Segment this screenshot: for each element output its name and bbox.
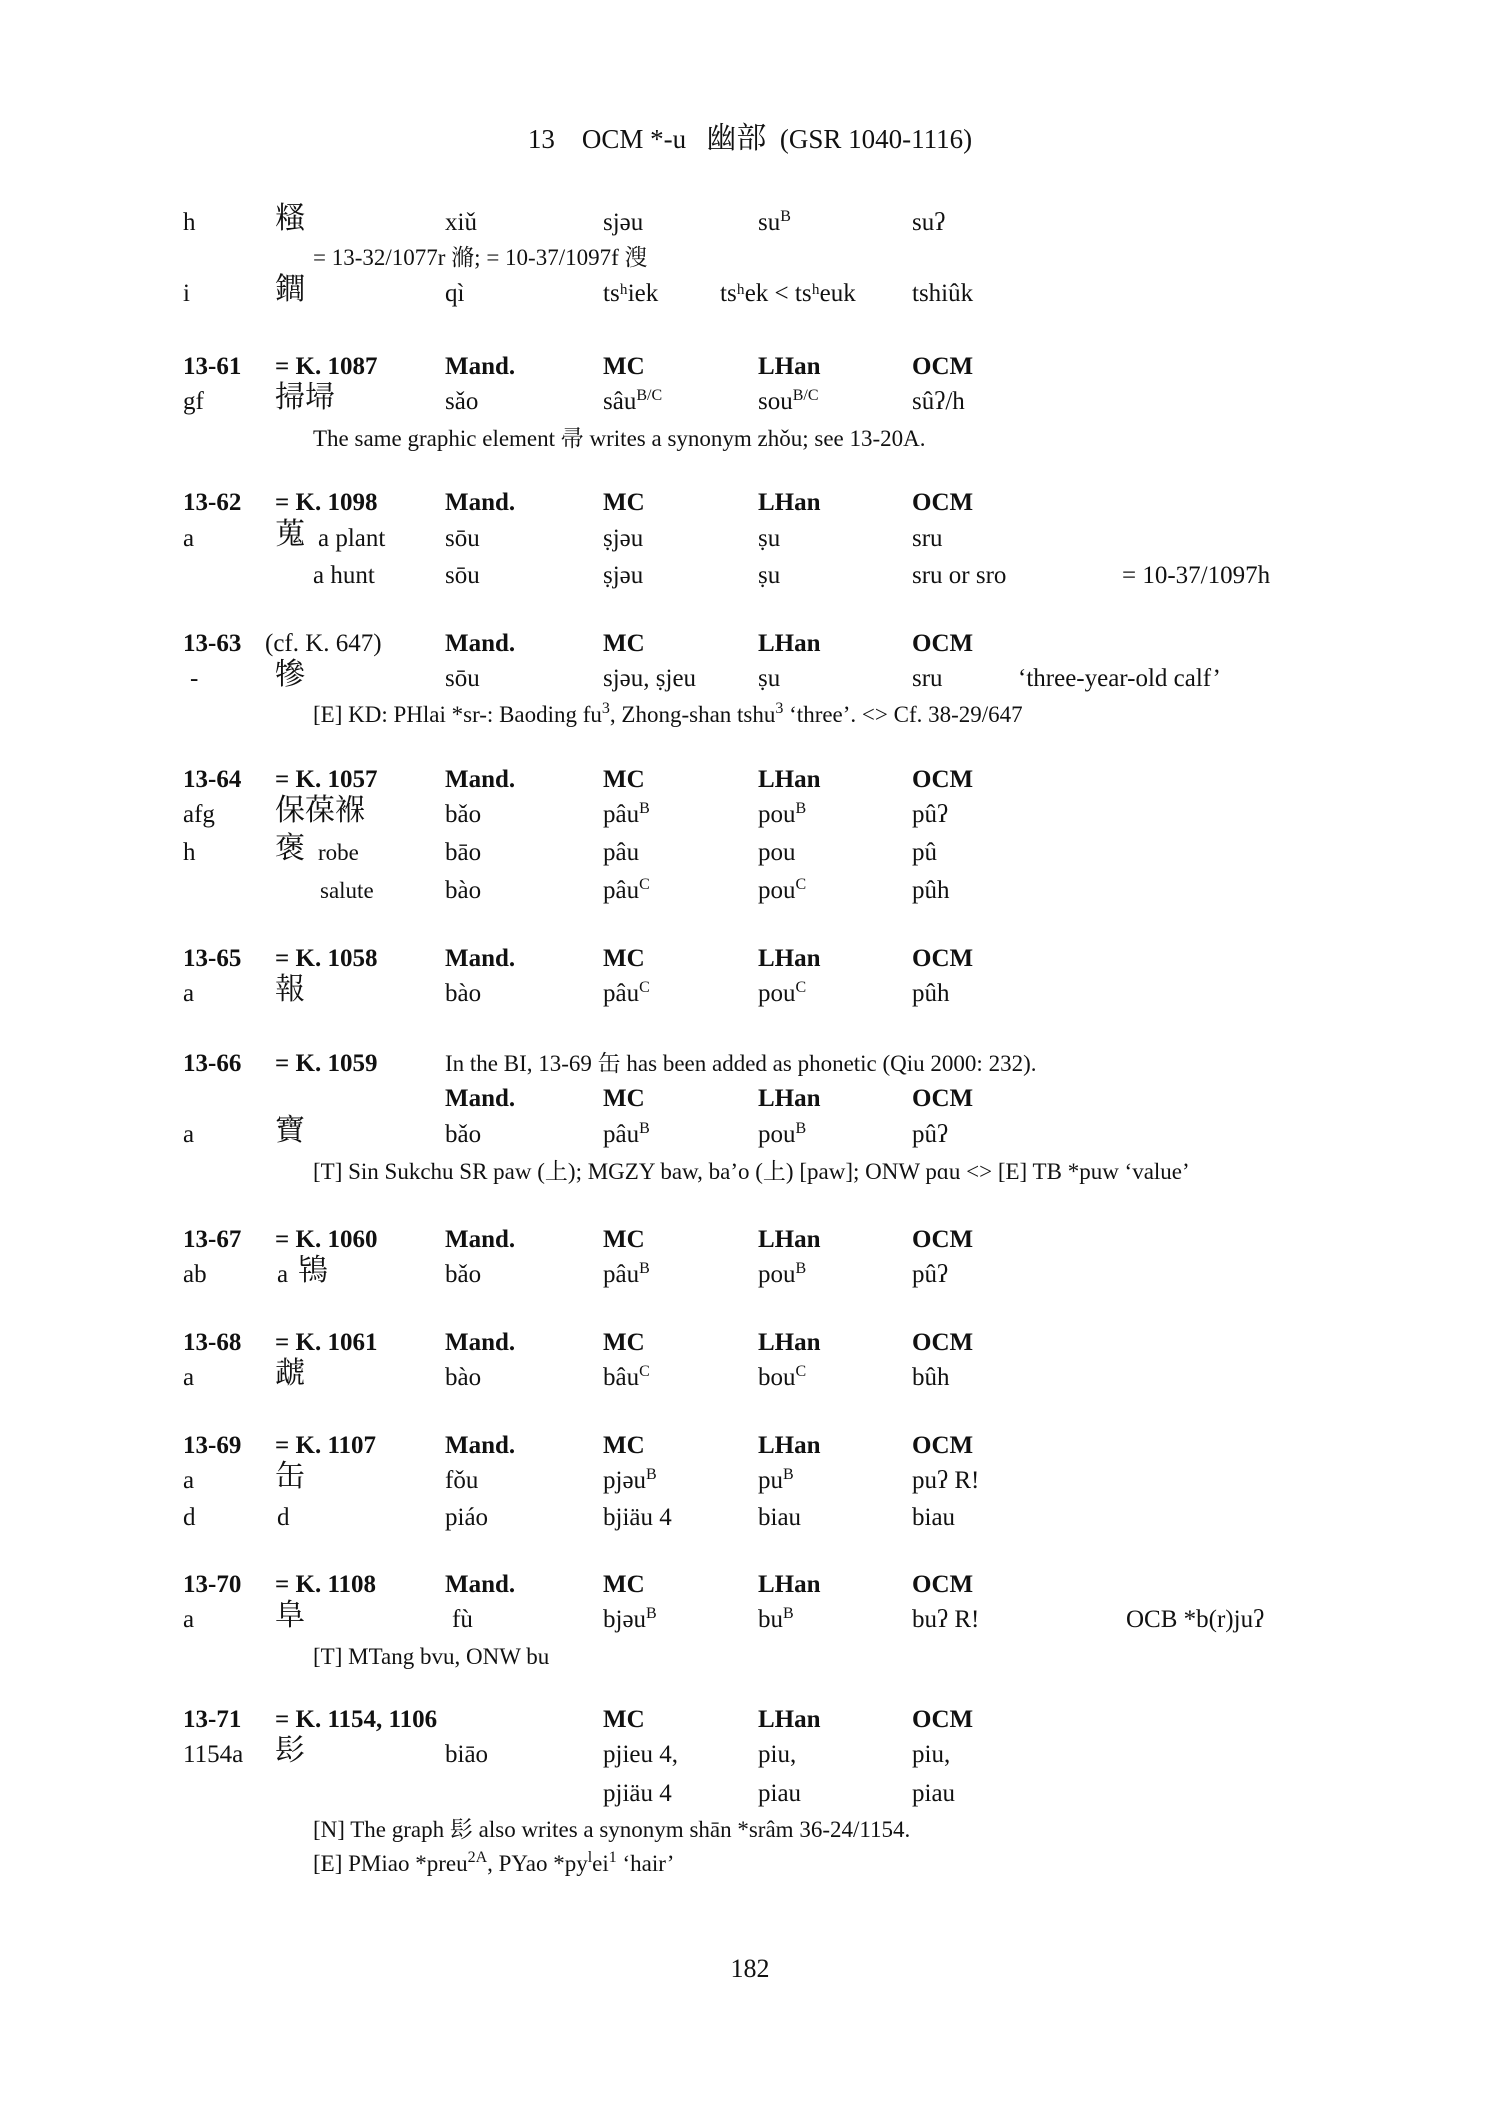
row-id: i [183, 280, 190, 307]
entry-ref: = K. 1060 [275, 1226, 378, 1253]
row-id: h [183, 209, 196, 236]
entry-ref: = K. 1057 [275, 766, 378, 793]
row-gloss: ‘three-year-old calf’ [1018, 665, 1221, 692]
row-graph: 犙 [275, 657, 305, 692]
entry-number: 13-62 [183, 489, 242, 516]
entry-ref: = K. 1059 [275, 1050, 378, 1077]
entry-ref: = K. 1087 [275, 353, 378, 380]
section-number: 13 [527, 124, 555, 154]
row-lhan: tsʰek < tsʰeuk [720, 280, 856, 307]
row-graph: 鴇 [298, 1253, 328, 1288]
entry-number: 13-63 [183, 630, 242, 657]
entry-number: 13-68 [183, 1329, 242, 1356]
row-mand: qì [445, 280, 465, 307]
dictionary-page: 13 OCM *-u 幽部 (GSR 1040-1116) h 糔 xiǔ sjəu $su^B$ suʔ = 13-32/1077r 滫; = 10-37/1097f 溲 i 䥨 qì tsʰiek tsʰek < tsʰeuk tshiûk 13-61 = K. 1087 Mand. MC LHan OCM gf 掃埽 sǎo sâu$^{B/C}$ sou$^{B/C}$ sûʔ/h The same graphic element 帚 writes a synonym zhǒu; see 13-20A. 13-62 = K. 1098 Mand. MC LHan OCM a 蒐 a plant sōu ṣjəu ṣu sru a hunt sōu ṣjəu ṣu sru or sro = 10-37/1097h 13-63 (cf. K. 647) Mand. MC LHan OCM - 犙 sōu sjəu, ṣjeu ṣu sru ‘three-year-old calf’ [E] KD: PHlai *sr-: Baoding $fu^3$, Zhong-shan tshu$^3$ ‘three’. <> Cf. 38-29/647 13-64 = K. 1057 Mand. MC LHan OCM afg 保葆褓 bǎo pâu$^B$ pou$^B$ pûʔ h 褒 robe bāo pâu pou pû salute bào pâu$^C$ pou$^C$ pûh 13-65 = K. 1058 Mand. MC LHan OCM a 報 bào pâu$^C$ pou$^C$ pûh 13-66 = K. 1059 In the BI, 13-69 缶 has been added as phonetic (Qiu 2000: 232). Mand. MC LHan OCM a 寶 bǎo pâu$^B$ pou$^B$ pûʔ [T] Sin Sukchu SR paw (上); MGZY baw, ba’o (上) [paw]; ONW pɑu <> [E] TB *puw ‘value’ 13-67 = K. 1060 Mand. MC LHan OCM ab a 鴇 bǎo pâu$^B$ pou$^B$ pûʔ 13-68 = K. 1061 Mand. MC LHan OCM a 虣 bào bâu$^C$ bou$^C$ bûh 13-69 = K. 1107 Mand. MC LHan OCM a 缶 fǒu pjəu$^B$ $pu^B$ puʔ R! d d piáo bjiäu 4 biau biau 13-70 = K. 1108 Mand. MC LHan OCM a 阜 fù bjəu$^B$ $bu^B$ buʔ R! OCB *b(r)juʔ [T] MTang bvu, ONW bu 13-71 = K. 1154, 1106 MC LHan OCM 1154a 髟 biāo pjieu 4, piu, piu, pjiäu 4 piau piau [N] The graph 髟 also writes a synonym shān *srâm 36-24/1154. [E] PMiao *preu$^{2A}$, PYao $*py^lei^1$ ‘hair’ 182 [0, 0, 1500, 2121]
row-graph: 寶 [275, 1113, 305, 1148]
row-graph: 糔 [275, 201, 305, 236]
entry-number: 13-64 [183, 766, 242, 793]
row-lhan: $su^B$ [758, 208, 791, 236]
page-header [0, 122, 1500, 156]
row-gloss: a hunt [313, 562, 375, 589]
entry-number: 13-69 [183, 1432, 242, 1459]
row-ocm: suʔ [912, 209, 946, 236]
row-mc: tsʰiek [603, 280, 659, 307]
entry-number: 13-67 [183, 1226, 242, 1253]
entry-ref: = K. 1061 [275, 1329, 378, 1356]
row-xref: = 10-37/1097h [1122, 562, 1271, 589]
row-graph: 虣 [275, 1356, 305, 1391]
row-graph: 保葆褓 [275, 793, 365, 828]
section-title: OCM *-u [581, 124, 687, 154]
entry-ref: = K. 1107 [275, 1432, 377, 1459]
entry-number: 13-66 [183, 1050, 242, 1077]
row-graph: 蒐 [275, 517, 305, 552]
section-chars: 幽部 [706, 121, 767, 156]
row-graph: d [277, 1504, 290, 1531]
row-graph: 䥨 [275, 272, 305, 307]
row-graph: 掃埽 [275, 380, 335, 415]
row-graph: 阜 [275, 1598, 305, 1633]
row-ocb: OCB *b(r)juʔ [1126, 1606, 1265, 1633]
entry-ref: (cf. K. 647) [265, 630, 382, 657]
row-graph: 報 [275, 972, 305, 1007]
row-mc: sjəu [603, 209, 644, 236]
row-graph: 缶 [275, 1459, 305, 1494]
entry-number: 13-70 [183, 1571, 242, 1598]
entry-ref: = K. 1058 [275, 945, 378, 972]
row-graph: 褒 [275, 831, 305, 866]
entry-number: 13-71 [183, 1706, 242, 1733]
row-mand: xiǔ [445, 209, 477, 236]
entry-number: 13-65 [183, 945, 242, 972]
entry-ref: = K. 1154, 1106 [275, 1706, 438, 1733]
entry-ref: = K. 1098 [275, 489, 378, 516]
entry-ref: = K. 1108 [275, 1571, 377, 1598]
row-gloss: robe [318, 840, 359, 865]
entry-number: 13-61 [183, 353, 242, 380]
section-range: (GSR 1040-1116) [779, 124, 973, 154]
entry-intro: In the BI, 13-69 缶 has been added as phonetic (Qiu 2000: 232). [445, 1051, 1037, 1076]
row-gloss: a plant [318, 525, 386, 552]
row-gloss: salute [320, 878, 374, 903]
row-graph: 髟 [275, 1733, 305, 1768]
page-number: 182 [730, 1954, 770, 1983]
row-ocm: tshiûk [912, 280, 974, 307]
